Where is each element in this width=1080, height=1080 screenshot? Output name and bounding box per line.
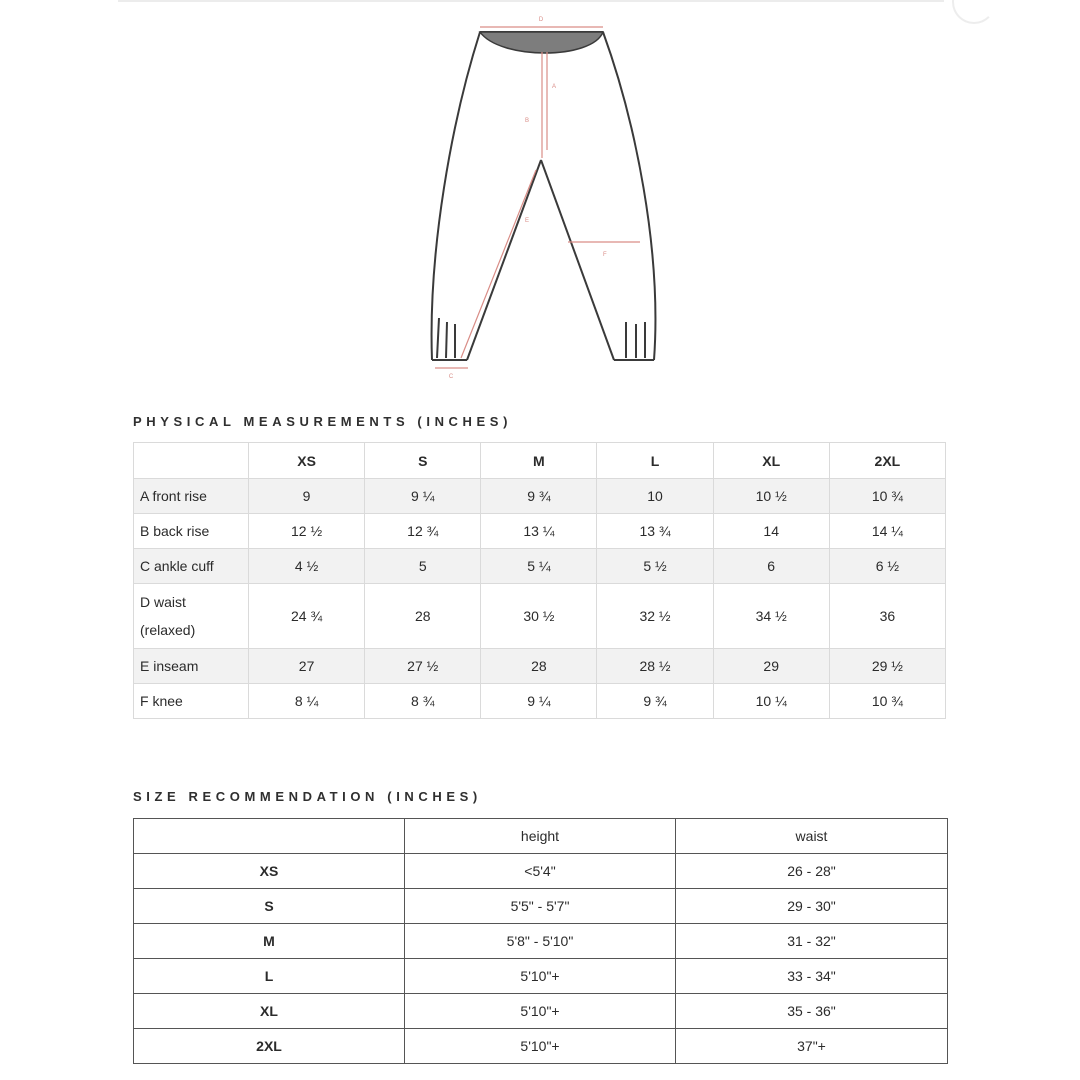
waist-cell: 31 - 32" [676,924,948,959]
table-row [134,549,946,584]
physical-measurements-table [133,442,946,719]
label-b: B [525,118,530,124]
waist-cell: 26 - 28" [676,854,948,889]
size-label: XL [134,994,405,1029]
row-label: C ankle cuff [134,549,249,584]
size-recommendation-title: SIZE RECOMMENDATION (INCHES) [133,789,482,804]
table-row [134,1029,948,1064]
table-row [134,994,948,1029]
table-cell: 9 ¼ [365,479,481,514]
table-cell: 24 ¾ [249,584,365,649]
header-waist: waist [676,819,948,854]
height-cell: 5'10"+ [405,1029,676,1064]
row-label-line: (relaxed) [140,622,196,638]
table-row [134,854,948,889]
table-cell: 27 [249,649,365,684]
table-cell: 28 [365,584,481,649]
row-label: F knee [134,684,249,719]
header-size-xl: XL [713,443,829,479]
table-cell: 5 ½ [597,549,713,584]
height-cell: 5'8" - 5'10" [405,924,676,959]
header-height: height [405,819,676,854]
table-cell: 27 ½ [365,649,481,684]
table-cell: 9 ¼ [481,684,597,719]
physical-measurements-title: PHYSICAL MEASUREMENTS (INCHES) [133,414,513,429]
table-cell: 9 [249,479,365,514]
top-divider [118,0,944,2]
table-cell: 13 ¾ [597,514,713,549]
header-size-l: L [597,443,713,479]
table-cell: 14 [713,514,829,549]
table-cell: 10 ¾ [829,684,945,719]
size-recommendation-table [133,818,948,1064]
table-row [134,924,948,959]
header-size-2xl: 2XL [829,443,945,479]
table-row [134,684,946,719]
row-label: B back rise [134,514,249,549]
table-cell: 14 ¼ [829,514,945,549]
table-cell: 29 [713,649,829,684]
label-e: E [525,218,530,224]
table-cell: 13 ¼ [481,514,597,549]
table-cell: 5 ¼ [481,549,597,584]
table-header-row [134,819,948,854]
table-cell: 8 ¼ [249,684,365,719]
header-blank [134,443,249,479]
size-label: S [134,889,405,924]
corner-decoration [952,0,996,24]
row-label-line: D waist [140,594,186,610]
table-cell: 4 ½ [249,549,365,584]
row-label: A front rise [134,479,249,514]
header-size-xs: XS [249,443,365,479]
table-cell: 36 [829,584,945,649]
table-cell: 30 ½ [481,584,597,649]
table-cell: 12 ½ [249,514,365,549]
table-cell: 28 [481,649,597,684]
table-cell: 10 [597,479,713,514]
table-header-row [134,443,946,479]
header-size-s: S [365,443,481,479]
table-row [134,649,946,684]
table-cell: 34 ½ [713,584,829,649]
waistband [480,32,603,53]
label-a: A [552,84,557,90]
table-cell: 9 ¾ [481,479,597,514]
table-cell: 9 ¾ [597,684,713,719]
table-cell: 6 ½ [829,549,945,584]
waist-cell: 29 - 30" [676,889,948,924]
size-label: XS [134,854,405,889]
table-row [134,514,946,549]
height-cell: 5'10"+ [405,994,676,1029]
size-label: M [134,924,405,959]
table-cell: 10 ¼ [713,684,829,719]
label-c: C [448,374,454,380]
table-cell: 8 ¾ [365,684,481,719]
pants-measurement-diagram [420,10,660,386]
row-label: E inseam [134,649,249,684]
height-cell: <5'4" [405,854,676,889]
header-blank [134,819,405,854]
table-row [134,959,948,994]
table-cell: 28 ½ [597,649,713,684]
table-cell: 10 ½ [713,479,829,514]
table-cell: 32 ½ [597,584,713,649]
table-cell: 5 [365,549,481,584]
size-label: L [134,959,405,994]
waist-cell: 37"+ [676,1029,948,1064]
table-row [134,479,946,514]
table-cell: 10 ¾ [829,479,945,514]
waist-cell: 33 - 34" [676,959,948,994]
table-row [134,584,946,649]
height-cell: 5'5" - 5'7" [405,889,676,924]
label-f: F [603,252,607,258]
waist-cell: 35 - 36" [676,994,948,1029]
label-d: D [538,17,544,23]
size-label: 2XL [134,1029,405,1064]
header-size-m: M [481,443,597,479]
table-cell: 6 [713,549,829,584]
height-cell: 5'10"+ [405,959,676,994]
table-row [134,889,948,924]
table-cell: 12 ¾ [365,514,481,549]
table-cell: 29 ½ [829,649,945,684]
pants-outline [432,32,656,360]
row-label [134,584,249,649]
